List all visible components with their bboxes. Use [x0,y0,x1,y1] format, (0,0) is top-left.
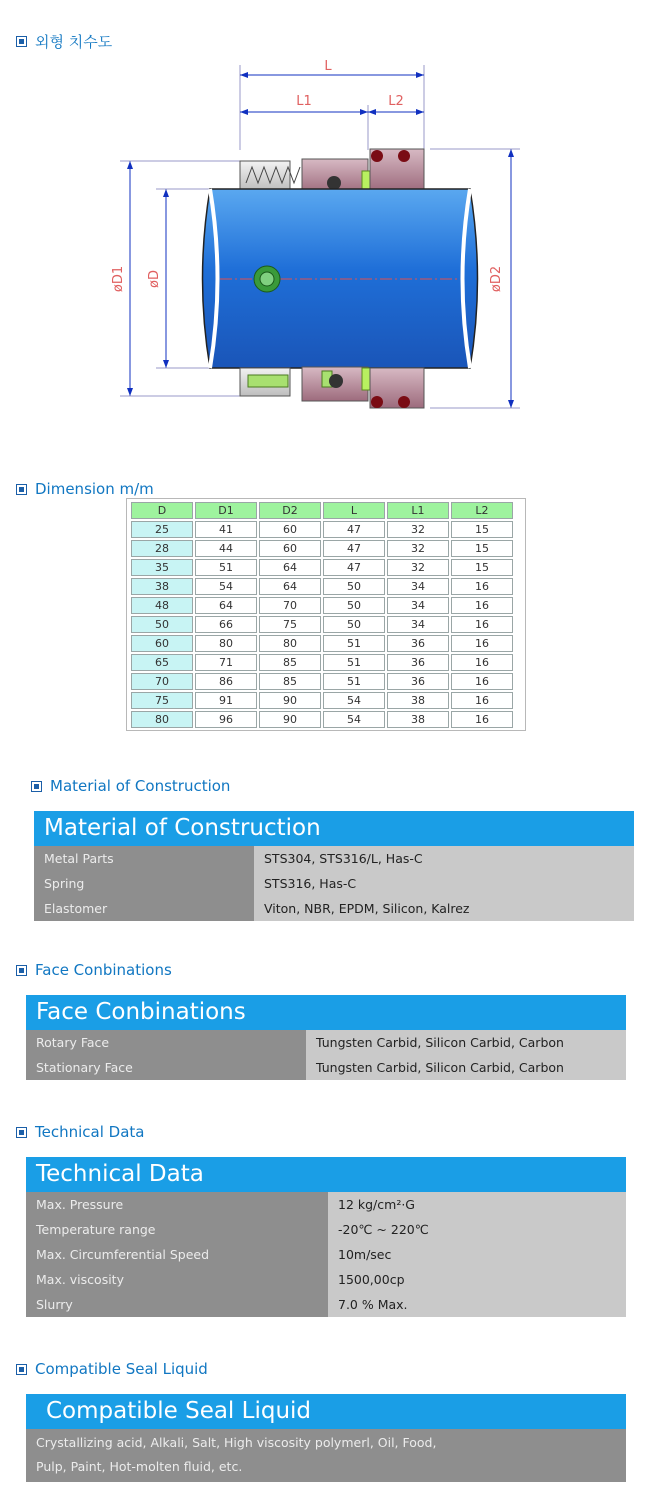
dimension-header-cell: L [323,502,385,519]
dimension-cell: 41 [195,521,257,538]
dimension-cell: 51 [195,559,257,576]
table-row [26,1217,626,1242]
section-title-liquid-label: Compatible Seal Liquid [35,1360,208,1378]
dimension-table [126,498,526,731]
dimension-cell: 48 [131,597,193,614]
table-row [131,616,513,633]
material-value: Viton, NBR, EPDM, Silicon, Kalrez [254,896,634,921]
table-row [34,896,634,921]
dimension-cell: 90 [259,711,321,728]
dimension-cell: 60 [259,540,321,557]
technical-key: Slurry [26,1292,328,1317]
dimension-cell: 16 [451,673,513,690]
liquid-line-2: Pulp, Paint, Hot-molten fluid, etc. [36,1459,243,1474]
dimension-cell: 36 [387,654,449,671]
section-title-technical [16,1123,144,1141]
technical-value: 1500,00cp [328,1267,626,1292]
dimension-cell: 15 [451,540,513,557]
face-panel [26,995,626,1080]
section-title-outline-label: 외형 치수도 [35,33,113,51]
dimension-cell: 64 [195,597,257,614]
dimension-cell: 71 [195,654,257,671]
dimension-cell: 80 [195,635,257,652]
dimension-cell: 54 [323,711,385,728]
section-title-dimension [16,480,154,498]
face-key: Rotary Face [26,1030,306,1055]
dimension-cell: 50 [323,597,385,614]
dimension-cell: 34 [387,578,449,595]
dimension-cell: 47 [323,540,385,557]
dimension-cell: 16 [451,635,513,652]
dimension-cell: 38 [387,711,449,728]
technical-key: Max. Pressure [26,1192,328,1217]
dimension-cell: 51 [323,635,385,652]
dimension-cell: 32 [387,540,449,557]
table-row [131,540,513,557]
dimension-cell: 65 [131,654,193,671]
dimension-cell: 32 [387,521,449,538]
dimension-cell: 36 [387,673,449,690]
square-bullet-icon [16,1127,27,1138]
table-row [26,1030,626,1055]
seal-dimension-diagram [100,55,550,425]
dimension-cell: 47 [323,559,385,576]
label-D2: øD2 [489,265,504,293]
dimension-cell: 51 [323,673,385,690]
dimension-cell: 16 [451,654,513,671]
technical-key: Max. Circumferential Speed [26,1242,328,1267]
table-row [34,846,634,871]
dimension-table-header-row [131,502,513,519]
dimension-cell: 38 [131,578,193,595]
square-bullet-icon [31,781,42,792]
face-value: Tungsten Carbid, Silicon Carbid, Carbon [306,1030,626,1055]
section-title-face-label: Face Conbinations [35,961,172,979]
square-bullet-icon [16,484,27,495]
table-row [131,521,513,538]
material-key: Metal Parts [34,846,254,871]
technical-key: Temperature range [26,1217,328,1242]
dimension-cell: 54 [323,692,385,709]
dimension-cell: 50 [323,578,385,595]
dimension-cell: 25 [131,521,193,538]
dimension-cell: 44 [195,540,257,557]
table-row [26,1242,626,1267]
material-key: Elastomer [34,896,254,921]
dimension-cell: 16 [451,692,513,709]
table-row [26,1192,626,1217]
dimension-cell: 75 [259,616,321,633]
dimension-cell: 32 [387,559,449,576]
table-row [26,1055,626,1080]
table-row [131,578,513,595]
dimension-cell: 54 [195,578,257,595]
table-row [26,1292,626,1317]
dimension-cell: 50 [323,616,385,633]
material-value: STS316, Has-C [254,871,634,896]
dimension-cell: 16 [451,616,513,633]
table-row [131,673,513,690]
dimension-header-cell: D [131,502,193,519]
section-title-technical-label: Technical Data [35,1123,145,1141]
dimension-cell: 96 [195,711,257,728]
dimension-cell: 15 [451,559,513,576]
square-bullet-icon [16,965,27,976]
dimension-cell: 85 [259,673,321,690]
label-L2: L2 [388,94,404,109]
dimension-cell: 38 [387,692,449,709]
dimension-cell: 91 [195,692,257,709]
dimension-cell: 86 [195,673,257,690]
dimension-cell: 51 [323,654,385,671]
table-row [26,1267,626,1292]
table-row [34,871,634,896]
face-key: Stationary Face [26,1055,306,1080]
table-row [131,597,513,614]
technical-key: Max. viscosity [26,1267,328,1292]
technical-panel-title: Technical Data [26,1157,626,1192]
dimension-cell: 50 [131,616,193,633]
dimension-cell: 36 [387,635,449,652]
label-L: L [324,59,332,74]
section-title-outline [16,31,112,52]
dimension-cell: 16 [451,578,513,595]
section-title-material [31,777,230,795]
dimension-cell: 85 [259,654,321,671]
dimension-cell: 34 [387,616,449,633]
face-panel-title: Face Conbinations [26,995,626,1030]
dimension-cell: 35 [131,559,193,576]
dimension-cell: 60 [131,635,193,652]
liquid-description [26,1429,626,1482]
table-row [131,559,513,576]
technical-value: 10m/sec [328,1242,626,1267]
dimension-header-cell: D1 [195,502,257,519]
square-bullet-icon [16,36,27,47]
material-panel [34,811,634,921]
dimension-cell: 64 [259,559,321,576]
technical-value: 7.0 % Max. [328,1292,626,1317]
technical-value: -20℃ ~ 220℃ [328,1217,626,1242]
technical-value: 12 kg/cm²·G [328,1192,626,1217]
material-panel-title: Material of Construction [34,811,634,846]
dimension-cell: 80 [131,711,193,728]
dimension-cell: 34 [387,597,449,614]
technical-panel [26,1157,626,1317]
label-D: øD [147,270,162,288]
dimension-cell: 47 [323,521,385,538]
square-bullet-icon [16,1364,27,1375]
dimension-cell: 70 [259,597,321,614]
dimension-cell: 28 [131,540,193,557]
dimension-cell: 16 [451,711,513,728]
dimension-header-cell: L2 [451,502,513,519]
material-value: STS304, STS316/L, Has-C [254,846,634,871]
section-title-dimension-label: Dimension m/m [35,480,154,498]
section-title-liquid [16,1360,208,1378]
dimension-cell: 90 [259,692,321,709]
dimension-header-cell: D2 [259,502,321,519]
dimension-cell: 64 [259,578,321,595]
section-title-material-label: Material of Construction [50,777,231,795]
liquid-line-1: Crystallizing acid, Alkali, Salt, High viscosity polymerl, Oil, Food, [36,1435,437,1450]
dimension-cell: 75 [131,692,193,709]
label-L1: L1 [296,94,312,109]
dimension-cell: 15 [451,521,513,538]
liquid-panel [26,1394,626,1482]
material-key: Spring [34,871,254,896]
table-row [131,711,513,728]
face-value: Tungsten Carbid, Silicon Carbid, Carbon [306,1055,626,1080]
dimension-cell: 80 [259,635,321,652]
dimension-cell: 70 [131,673,193,690]
table-row [131,692,513,709]
dimension-cell: 60 [259,521,321,538]
table-row [131,635,513,652]
dimension-cell: 66 [195,616,257,633]
dimension-cell: 16 [451,597,513,614]
label-D1: øD1 [111,265,126,293]
dimension-header-cell: L1 [387,502,449,519]
table-row [131,654,513,671]
section-title-face [16,961,172,979]
liquid-panel-title: Compatible Seal Liquid [26,1394,626,1429]
